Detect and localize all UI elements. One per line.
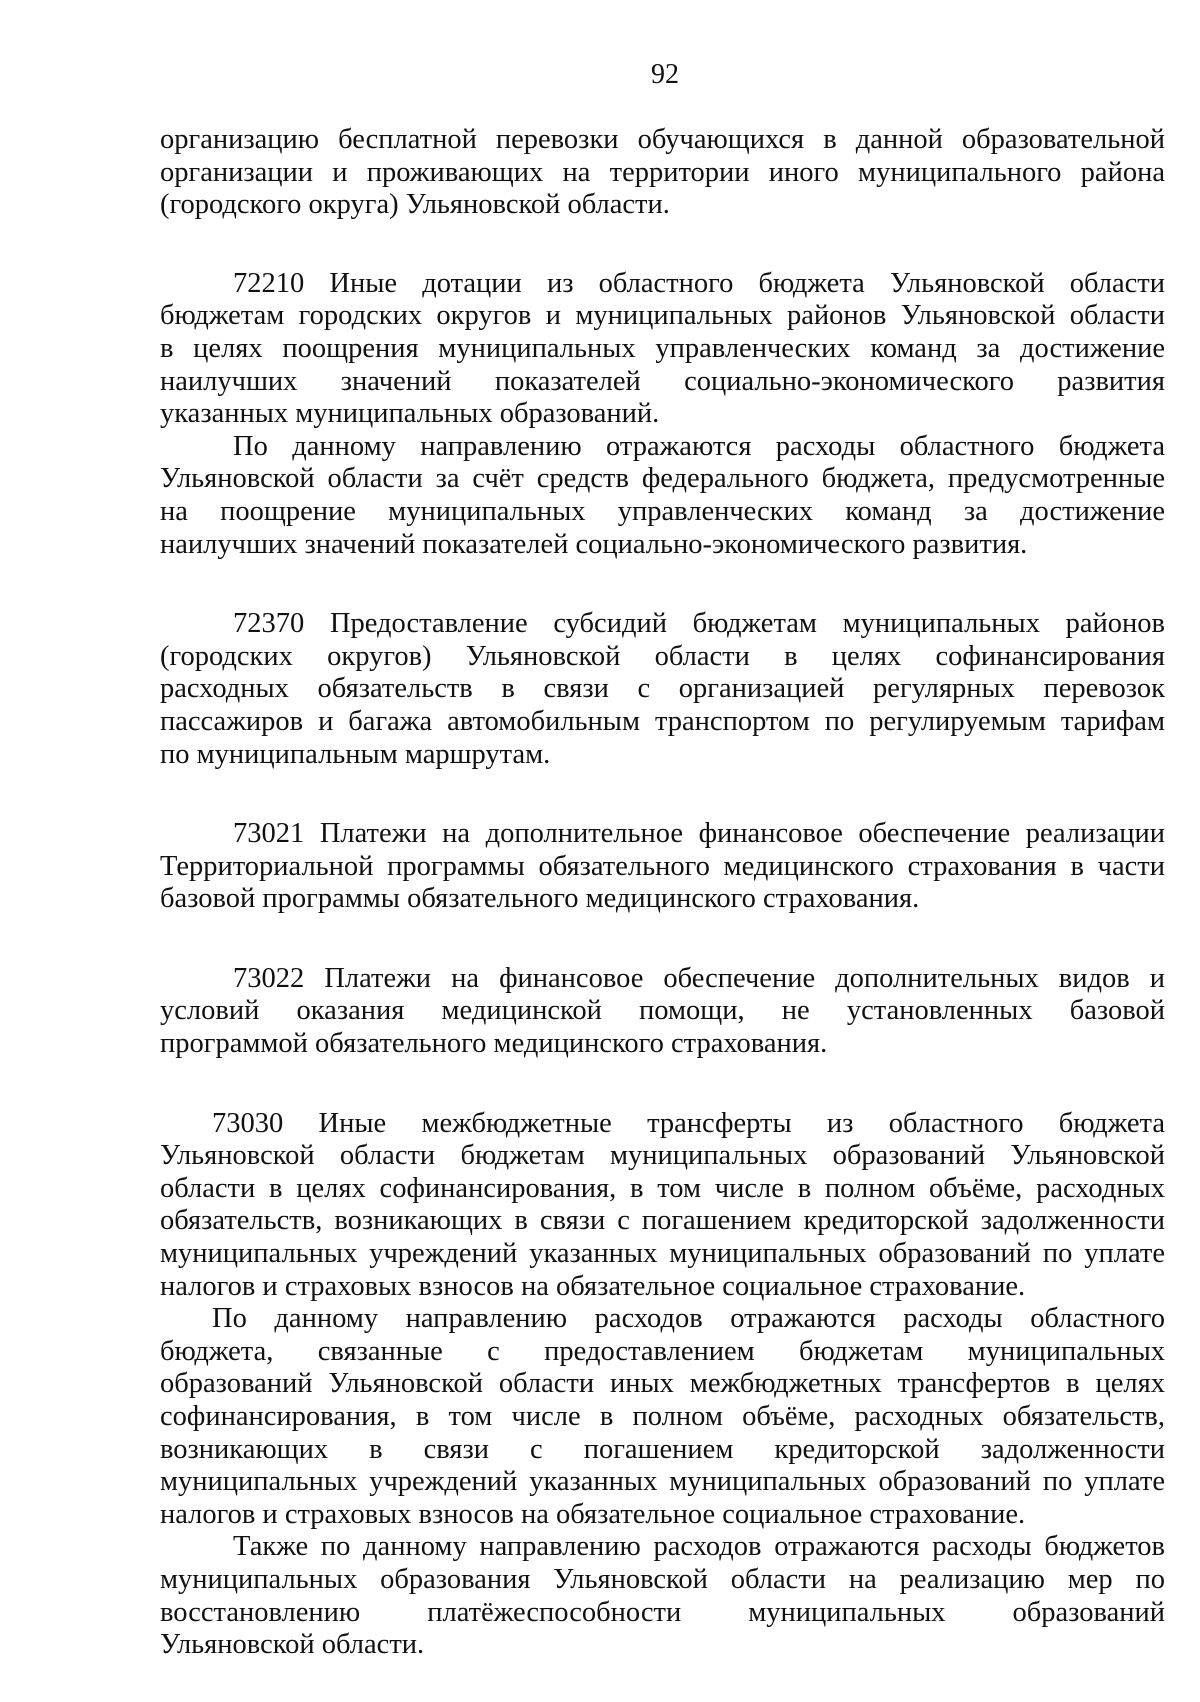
text-line: указанных муниципальных образований. <box>160 398 660 430</box>
text-line: организацию бесплатной перевозки обучающихся в данной образовательной <box>160 124 1165 155</box>
text-line: муниципальных образования Ульяновской области на реализацию мер по <box>160 1563 1165 1595</box>
paragraph-municipal-solvency <box>160 1531 1165 1661</box>
paragraph-73022 <box>160 963 1165 1061</box>
page-number: 92 <box>651 59 679 90</box>
text-line: бюджета, связанные с предоставлением бюджетам муниципальных <box>160 1335 1165 1367</box>
paragraph-73030-description <box>160 1303 1165 1531</box>
paragraph-73021 <box>160 818 1165 916</box>
text-line: образований Ульяновской области иных межбюджетных трансфертов в целях <box>160 1368 1165 1400</box>
text-line: восстановлению платёжеспособности муниципальных образований <box>160 1596 1165 1628</box>
text-line: наилучших значений показателей социально-экономического развития <box>160 365 1165 397</box>
text-line: Также по данному направлению расходов отражаются расходы бюджетов <box>233 1531 1165 1563</box>
paragraph-72210 <box>160 268 1165 431</box>
text-line: софинансирования, в том числе в полном объёме, расходных обязательств, <box>160 1401 1165 1432</box>
text-line: налогов и страховых взносов на обязательное социальное страхование. <box>160 1270 1026 1302</box>
text-line: 72370 Предоставление субсидий бюджетам муниципальных районов <box>233 608 1165 640</box>
paragraph-72370 <box>160 608 1165 771</box>
text-line: пассажиров и багажа автомобильным транспортом по регулируемым тарифам <box>160 705 1165 737</box>
text-line: по муниципальным маршрутам. <box>160 738 551 770</box>
text-line: области в целях софинансирования, в том числе в полном объёме, расходных <box>160 1172 1165 1204</box>
text-line: Ульяновской области за счёт средств федерального бюджета, предусмотренные <box>160 463 1165 495</box>
text-line: (городских округов) Ульяновской области в целях софинансирования <box>160 640 1165 672</box>
paragraph-73030 <box>160 1108 1165 1304</box>
document-body <box>160 124 1165 1662</box>
text-line: базовой программы обязательного медицинского страхования. <box>160 883 920 915</box>
text-line: муниципальных учреждений указанных муниципальных образований по уплате <box>160 1238 1165 1270</box>
text-line: По данному направлению отражаются расходы областного бюджета <box>233 430 1165 462</box>
text-line: По данному направлению расходов отражаются расходы областного <box>212 1303 1165 1335</box>
text-line: условий оказания медицинской помощи, не установленных базовой <box>160 995 1165 1027</box>
text-line: бюджетам городских округов и муниципальных районов Ульяновской области <box>160 300 1165 332</box>
text-line: возникающих в связи с погашением кредиторской задолженности <box>160 1433 1165 1465</box>
text-line: расходных обязательств в связи с организацией регулярных перевозок <box>160 673 1165 705</box>
text-line: (городского округа) Ульяновской области. <box>160 189 670 221</box>
text-line: Территориальной программы обязательного медицинского страхования в части <box>160 850 1165 882</box>
text-line: 73030 Иные межбюджетные трансферты из областного бюджета <box>212 1107 1165 1139</box>
text-line: налогов и страховых взносов на обязательное социальное страхование. <box>160 1498 1026 1530</box>
text-line: 72210 Иные дотации из областного бюджета Ульяновской области <box>233 267 1165 299</box>
paragraph-continuation <box>160 124 1165 222</box>
text-line: муниципальных учреждений указанных муниципальных образований по уплате <box>160 1466 1165 1498</box>
text-line: Ульяновской области бюджетам муниципальных образований Ульяновской <box>160 1140 1165 1172</box>
text-line: организации и проживающих на территории иного муниципального района <box>160 156 1165 188</box>
text-line: Ульяновской области. <box>160 1629 425 1661</box>
text-line: в целях поощрения муниципальных управленческих команд за достижение <box>160 332 1165 364</box>
paragraph-72210-description <box>160 431 1165 561</box>
text-line: 73022 Платежи на финансовое обеспечение дополнительных видов и <box>233 962 1165 994</box>
text-line: обязательств, возникающих в связи с погашением кредиторской задолженности <box>160 1205 1165 1237</box>
text-line: программой обязательного медицинского страхования. <box>160 1028 828 1060</box>
text-line: на поощрение муниципальных управленческих команд за достижение <box>160 495 1165 527</box>
text-line: 73021 Платежи на дополнительное финансовое обеспечение реализации <box>233 818 1165 850</box>
text-line: наилучших значений показателей социально-экономического развития. <box>160 528 1028 560</box>
